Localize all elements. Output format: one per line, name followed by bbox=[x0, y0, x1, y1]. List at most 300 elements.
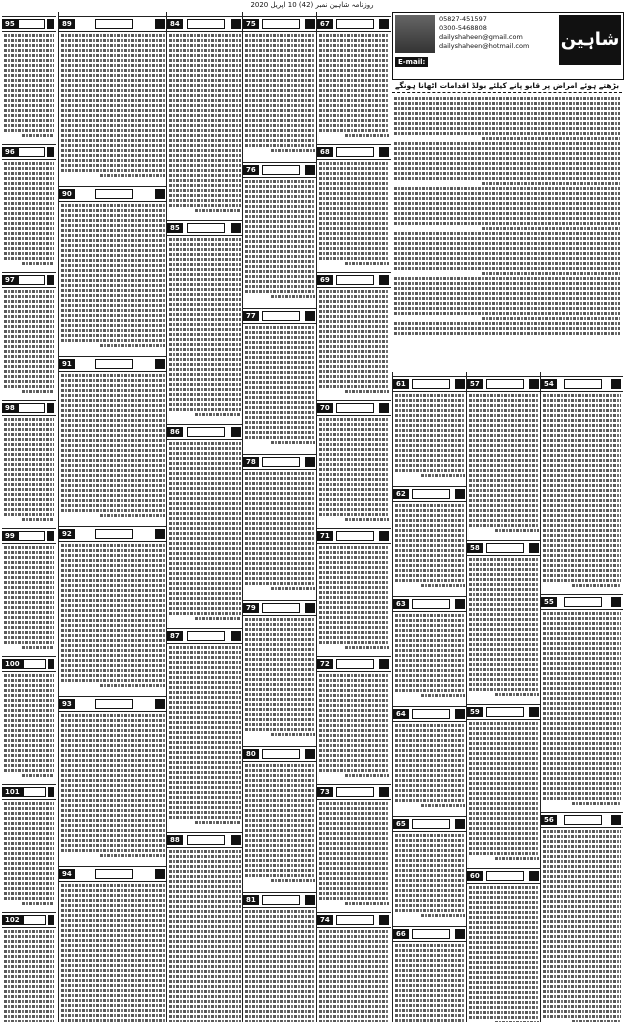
text-line bbox=[245, 225, 315, 228]
text-line bbox=[543, 424, 621, 427]
ad-label-box bbox=[23, 787, 46, 797]
text-line bbox=[319, 877, 389, 880]
text-line bbox=[245, 824, 315, 827]
text-line bbox=[319, 129, 389, 132]
text-line bbox=[245, 804, 315, 807]
text-line bbox=[245, 195, 315, 198]
text-line bbox=[4, 679, 54, 682]
text-line bbox=[4, 473, 54, 476]
ad-number: 59 bbox=[467, 707, 483, 717]
text-line bbox=[319, 360, 389, 363]
text-line bbox=[61, 559, 165, 562]
text-line bbox=[319, 827, 389, 830]
text-line bbox=[61, 509, 165, 512]
masthead-photo bbox=[395, 15, 435, 53]
text-line bbox=[245, 361, 315, 364]
text-line bbox=[245, 230, 315, 233]
text-line bbox=[4, 990, 54, 993]
text-line bbox=[543, 484, 621, 487]
text-line bbox=[245, 678, 315, 681]
text-line bbox=[61, 814, 165, 817]
text-line bbox=[4, 182, 54, 185]
text-line bbox=[61, 229, 165, 232]
text-line bbox=[319, 852, 389, 855]
text-line bbox=[394, 207, 620, 210]
text-line bbox=[394, 122, 620, 125]
text-line bbox=[61, 489, 165, 492]
text-line bbox=[169, 542, 241, 545]
text-line bbox=[169, 671, 241, 674]
court-seal-icon bbox=[455, 489, 465, 499]
text-line bbox=[61, 409, 165, 412]
text-line bbox=[319, 837, 389, 840]
text-line bbox=[394, 132, 620, 135]
text-line bbox=[245, 1020, 315, 1022]
text-line bbox=[469, 757, 539, 760]
text-line bbox=[469, 499, 539, 502]
text-line bbox=[395, 864, 465, 867]
text-line bbox=[245, 764, 315, 767]
text-line bbox=[469, 752, 539, 755]
court-seal-icon bbox=[379, 403, 389, 413]
text-line bbox=[319, 89, 389, 92]
text-line bbox=[319, 345, 389, 348]
text-line bbox=[395, 419, 465, 422]
text-line bbox=[61, 974, 165, 977]
classified-ad bbox=[317, 268, 391, 396]
court-seal-icon bbox=[529, 379, 539, 389]
court-seal-icon bbox=[305, 165, 315, 175]
text-line bbox=[543, 632, 621, 635]
text-line bbox=[245, 139, 315, 142]
text-line bbox=[394, 152, 620, 155]
text-line bbox=[61, 159, 165, 162]
text-line bbox=[245, 356, 315, 359]
text-line bbox=[469, 613, 539, 616]
text-line bbox=[319, 448, 389, 451]
text-line bbox=[169, 452, 241, 455]
text-line bbox=[61, 599, 165, 602]
text-line bbox=[169, 79, 241, 82]
text-line bbox=[245, 34, 315, 37]
text-line bbox=[61, 34, 165, 37]
text-line bbox=[245, 421, 315, 424]
text-line bbox=[61, 114, 165, 117]
text-line bbox=[61, 104, 165, 107]
classified-ad bbox=[393, 922, 467, 1022]
ad-number: 91 bbox=[59, 359, 75, 369]
text-line bbox=[421, 584, 465, 587]
text-line bbox=[4, 897, 54, 900]
text-line bbox=[61, 554, 165, 557]
text-line bbox=[22, 518, 54, 521]
text-line bbox=[319, 257, 389, 260]
ad-label-box bbox=[412, 819, 450, 829]
text-line bbox=[319, 807, 389, 810]
text-line bbox=[245, 260, 315, 263]
ad-label-box bbox=[262, 19, 300, 29]
text-line bbox=[394, 187, 620, 190]
text-line bbox=[395, 874, 465, 877]
ad-number: 68 bbox=[317, 147, 333, 157]
text-line bbox=[4, 64, 54, 67]
text-line bbox=[4, 694, 54, 697]
text-line bbox=[543, 444, 621, 447]
text-line bbox=[61, 654, 165, 657]
text-line bbox=[4, 295, 54, 298]
text-line bbox=[169, 597, 241, 600]
text-line bbox=[245, 401, 315, 404]
text-line bbox=[469, 678, 539, 681]
text-line bbox=[4, 817, 54, 820]
text-line bbox=[271, 441, 315, 444]
text-line bbox=[469, 916, 539, 919]
text-line bbox=[169, 930, 241, 933]
text-line bbox=[61, 934, 165, 937]
text-line bbox=[4, 566, 54, 569]
text-line bbox=[543, 900, 621, 903]
text-line bbox=[395, 834, 465, 837]
text-line bbox=[319, 940, 389, 943]
text-line bbox=[345, 774, 389, 777]
text-line bbox=[61, 944, 165, 947]
text-line bbox=[169, 293, 241, 296]
text-line bbox=[4, 227, 54, 230]
text-line bbox=[169, 84, 241, 87]
text-line bbox=[245, 970, 315, 973]
text-line bbox=[4, 872, 54, 875]
text-line bbox=[169, 333, 241, 336]
classified-ad bbox=[317, 12, 391, 140]
text-line bbox=[61, 714, 165, 717]
text-line bbox=[394, 222, 620, 225]
text-line bbox=[469, 683, 539, 686]
text-line bbox=[319, 59, 389, 62]
text-line bbox=[245, 859, 315, 862]
text-line bbox=[319, 935, 389, 938]
ad-label-box bbox=[564, 379, 602, 389]
ad-header bbox=[541, 376, 623, 392]
ad-header bbox=[393, 706, 467, 722]
text-line bbox=[319, 483, 389, 486]
text-line bbox=[543, 782, 621, 785]
text-line bbox=[61, 474, 165, 477]
text-line bbox=[394, 147, 620, 150]
text-line bbox=[4, 493, 54, 496]
text-line bbox=[543, 474, 621, 477]
text-line bbox=[169, 661, 241, 664]
ad-header bbox=[541, 812, 623, 828]
text-line bbox=[245, 784, 315, 787]
ad-header bbox=[2, 656, 56, 672]
text-line bbox=[469, 951, 539, 954]
ad-number: 80 bbox=[243, 749, 259, 759]
text-line bbox=[395, 674, 465, 677]
text-line bbox=[543, 830, 621, 833]
text-line bbox=[245, 144, 315, 147]
ad-number: 69 bbox=[317, 275, 333, 285]
text-line bbox=[4, 616, 54, 619]
text-line bbox=[61, 384, 165, 387]
text-line bbox=[469, 454, 539, 457]
text-line bbox=[319, 704, 389, 707]
text-line bbox=[395, 849, 465, 852]
text-line bbox=[61, 324, 165, 327]
text-line bbox=[61, 414, 165, 417]
text-line bbox=[395, 839, 465, 842]
ad-label-box bbox=[262, 749, 300, 759]
text-line bbox=[4, 729, 54, 732]
ad-label-box bbox=[412, 489, 450, 499]
text-line bbox=[469, 971, 539, 974]
court-seal-icon bbox=[48, 659, 54, 669]
text-line bbox=[169, 338, 241, 341]
text-line bbox=[395, 634, 465, 637]
text-line bbox=[4, 257, 54, 260]
text-line bbox=[245, 119, 315, 122]
text-line bbox=[4, 596, 54, 599]
text-line bbox=[543, 767, 621, 770]
text-line bbox=[169, 363, 241, 366]
text-line bbox=[495, 693, 539, 696]
text-line bbox=[169, 403, 241, 406]
text-line bbox=[4, 508, 54, 511]
text-line bbox=[61, 144, 165, 147]
email-2: dailyshaheen@hotmail.com bbox=[439, 42, 530, 50]
text-line bbox=[169, 393, 241, 396]
text-line bbox=[395, 689, 465, 692]
text-line bbox=[543, 399, 621, 402]
email-1: dailyshaheen@gmail.com bbox=[439, 33, 523, 41]
text-line bbox=[543, 995, 621, 998]
text-line bbox=[61, 464, 165, 467]
text-line bbox=[319, 380, 389, 383]
text-line bbox=[319, 443, 389, 446]
text-line bbox=[61, 619, 165, 622]
text-line bbox=[543, 394, 621, 397]
text-line bbox=[543, 965, 621, 968]
text-line bbox=[4, 1015, 54, 1018]
text-line bbox=[169, 915, 241, 918]
text-line bbox=[195, 209, 241, 212]
text-line bbox=[394, 172, 620, 175]
ad-header bbox=[2, 16, 56, 32]
text-line bbox=[543, 627, 621, 630]
text-line bbox=[543, 429, 621, 432]
text-line bbox=[61, 664, 165, 667]
text-line bbox=[245, 698, 315, 701]
text-line bbox=[169, 373, 241, 376]
text-line bbox=[319, 503, 389, 506]
text-line bbox=[169, 995, 241, 998]
text-line bbox=[169, 124, 241, 127]
text-line bbox=[245, 985, 315, 988]
text-line bbox=[4, 448, 54, 451]
text-line bbox=[482, 182, 620, 185]
ad-label-box bbox=[336, 147, 374, 157]
court-seal-icon bbox=[305, 749, 315, 759]
text-line bbox=[469, 628, 539, 631]
ad-number: 70 bbox=[317, 403, 333, 413]
court-seal-icon bbox=[455, 819, 465, 829]
ad-label-box bbox=[564, 597, 602, 607]
text-line bbox=[169, 965, 241, 968]
text-line bbox=[543, 990, 621, 993]
text-line bbox=[543, 742, 621, 745]
text-line bbox=[169, 174, 241, 177]
text-line bbox=[319, 626, 389, 629]
text-line bbox=[169, 910, 241, 913]
text-line bbox=[245, 190, 315, 193]
text-line bbox=[319, 119, 389, 122]
text-line bbox=[469, 429, 539, 432]
ad-number: 93 bbox=[59, 699, 75, 709]
text-line bbox=[61, 449, 165, 452]
ad-number: 66 bbox=[393, 929, 409, 939]
text-line bbox=[469, 896, 539, 899]
text-line bbox=[4, 242, 54, 245]
ad-header bbox=[317, 272, 391, 288]
text-line bbox=[245, 834, 315, 837]
text-line bbox=[169, 119, 241, 122]
lead-story bbox=[392, 95, 622, 370]
text-line bbox=[245, 829, 315, 832]
text-line bbox=[61, 804, 165, 807]
text-line bbox=[169, 880, 241, 883]
text-line bbox=[61, 849, 165, 852]
text-line bbox=[4, 935, 54, 938]
text-line bbox=[319, 207, 389, 210]
ad-number: 86 bbox=[167, 427, 183, 437]
text-line bbox=[469, 911, 539, 914]
ad-number: 101 bbox=[2, 787, 23, 797]
text-line bbox=[319, 350, 389, 353]
text-line bbox=[245, 104, 315, 107]
text-line bbox=[245, 920, 315, 923]
text-line bbox=[319, 320, 389, 323]
text-line bbox=[169, 398, 241, 401]
text-line bbox=[319, 513, 389, 516]
text-line bbox=[61, 139, 165, 142]
text-line bbox=[469, 414, 539, 417]
text-line bbox=[169, 711, 241, 714]
text-line bbox=[319, 64, 389, 67]
text-line bbox=[394, 102, 620, 105]
text-line bbox=[469, 608, 539, 611]
ad-label-box bbox=[187, 223, 225, 233]
text-line bbox=[169, 94, 241, 97]
text-line bbox=[271, 587, 315, 590]
text-line bbox=[543, 534, 621, 537]
text-line bbox=[169, 164, 241, 167]
text-line bbox=[245, 844, 315, 847]
text-line bbox=[543, 787, 621, 790]
court-seal-icon bbox=[231, 19, 241, 29]
text-line bbox=[61, 659, 165, 662]
text-line bbox=[395, 504, 465, 507]
ad-header bbox=[243, 600, 317, 616]
text-line bbox=[4, 714, 54, 717]
text-line bbox=[469, 961, 539, 964]
text-line bbox=[4, 325, 54, 328]
text-line bbox=[319, 79, 389, 82]
ad-header bbox=[167, 424, 243, 440]
text-line bbox=[245, 411, 315, 414]
text-line bbox=[245, 673, 315, 676]
classified-ad bbox=[467, 372, 541, 536]
text-line bbox=[169, 69, 241, 72]
text-line bbox=[4, 812, 54, 815]
text-line bbox=[100, 174, 165, 177]
text-line bbox=[469, 986, 539, 989]
text-line bbox=[469, 926, 539, 929]
text-line bbox=[469, 1001, 539, 1004]
text-line bbox=[245, 366, 315, 369]
ad-number: 75 bbox=[243, 19, 259, 29]
text-line bbox=[469, 742, 539, 745]
text-line bbox=[61, 419, 165, 422]
ad-number: 95 bbox=[2, 19, 18, 29]
text-line bbox=[61, 89, 165, 92]
text-line bbox=[100, 514, 165, 517]
text-line bbox=[245, 114, 315, 117]
text-line bbox=[169, 179, 241, 182]
text-line bbox=[245, 79, 315, 82]
text-line bbox=[469, 444, 539, 447]
ad-header bbox=[167, 628, 243, 644]
text-line bbox=[469, 578, 539, 581]
text-line bbox=[245, 54, 315, 57]
text-line bbox=[319, 945, 389, 948]
text-line bbox=[4, 89, 54, 92]
text-line bbox=[169, 731, 241, 734]
text-line bbox=[245, 94, 315, 97]
text-line bbox=[245, 376, 315, 379]
text-line bbox=[319, 54, 389, 57]
text-line bbox=[319, 202, 389, 205]
text-line bbox=[469, 852, 539, 855]
classified-ad bbox=[393, 592, 467, 702]
text-line bbox=[169, 408, 241, 411]
text-line bbox=[543, 564, 621, 567]
text-line bbox=[469, 722, 539, 725]
text-line bbox=[245, 487, 315, 490]
classified-ad bbox=[59, 862, 167, 1022]
ad-label-box bbox=[95, 699, 133, 709]
ad-header bbox=[59, 356, 167, 372]
text-line bbox=[319, 212, 389, 215]
text-line bbox=[395, 569, 465, 572]
text-line bbox=[394, 322, 620, 325]
text-line bbox=[319, 335, 389, 338]
text-line bbox=[169, 801, 241, 804]
text-line bbox=[395, 664, 465, 667]
text-line bbox=[543, 970, 621, 973]
text-line bbox=[4, 162, 54, 165]
ad-label-box bbox=[95, 359, 133, 369]
court-seal-icon bbox=[379, 787, 389, 797]
text-line bbox=[319, 423, 389, 426]
text-line bbox=[319, 355, 389, 358]
text-line bbox=[169, 288, 241, 291]
text-line bbox=[61, 209, 165, 212]
text-line bbox=[169, 756, 241, 759]
text-line bbox=[245, 693, 315, 696]
text-line bbox=[245, 577, 315, 580]
text-line bbox=[245, 628, 315, 631]
text-line bbox=[61, 794, 165, 797]
text-line bbox=[61, 99, 165, 102]
